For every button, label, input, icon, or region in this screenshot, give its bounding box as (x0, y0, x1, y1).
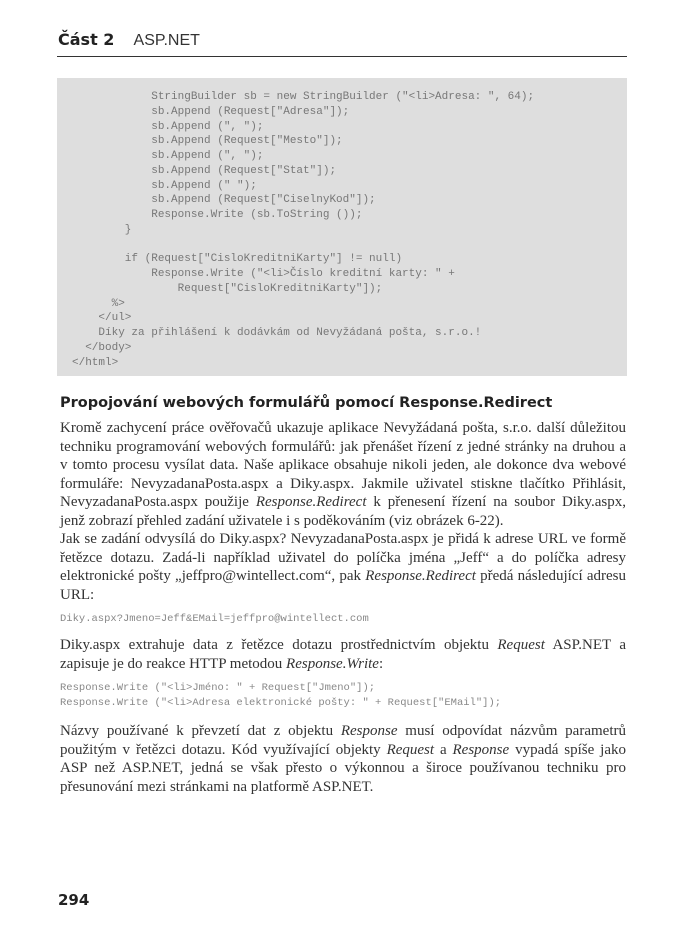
section-heading: Propojování webových formulářů pomocí Response.Redirect (60, 395, 553, 411)
code-line: Díky za přihlášení k dodávkám od Nevyžádaná pošta, s.r.o.! (72, 327, 482, 339)
code-line: %> (72, 297, 125, 310)
code-line: </ul> (72, 312, 132, 325)
code-line: if (Request["CisloKreditniKarty"] != null) (72, 253, 403, 266)
text-run: Kromě zachycení práce ověřovačů ukazuje aplikace Nevyžádaná pošta, s.r.o. další důležitou techniku programování webových formulářů: jak přenášet řízení z jedné stránky na druhou a v tomto procesu vysílat data. Naše aplikace obsahuje nikoli jeden, ale dokonce dva webové formuláře: NevyzadanaPosta.aspx a Diky.aspx. Jakmile uživatel stiskne tlačítko Přihlásit, NevyzadanaPosta.aspx použije (60, 420, 626, 511)
part-label: Část 2 (58, 30, 115, 49)
code-line: Response.Write ("<li>Adresa elektronické pošty: " + Request["EMail"]); (60, 697, 502, 709)
italic-term: Request (386, 741, 435, 758)
italic-term: Request (497, 637, 545, 653)
italic-term: Response (452, 741, 510, 758)
code-line: Response.Write ("<li>Jméno: " + Request["Jmeno"]); (60, 682, 376, 694)
paragraph (60, 722, 626, 796)
code-line: sb.Append (Request["Mesto"]); (72, 135, 343, 148)
italic-term: Response.Redirect (365, 568, 476, 585)
italic-term: Response (340, 723, 398, 739)
code-line: } (72, 223, 132, 236)
write-code-example (60, 681, 501, 711)
code-listing (72, 90, 534, 370)
text-run: a (434, 741, 453, 758)
paragraph (60, 636, 626, 673)
code-line: sb.Append (Request["Stat"]); (72, 164, 337, 177)
code-line: </html> (72, 356, 119, 369)
code-line: sb.Append (" "); (72, 179, 257, 192)
text-run: musí odpovídat názvům parametrů použitým v řetězci dotazu. Kód využívající objekty (60, 723, 626, 758)
text-run: Jak se zadání odvysílá do Diky.aspx? NevyzadanaPosta.aspx je přidá k adrese URL ve formě řetězce dotazu. Zadá-li například uživatel do políčka jména „Jeff“ a do políčka adresy elektronické pošty „jeffpro@wintellect.com“, pak (60, 531, 626, 585)
text-run: Názvy používané k převzetí dat z objektu (60, 723, 341, 739)
text-run: ASP.NET a zapisuje je do reakce HTTP metodou (60, 637, 626, 672)
italic-term: Response.Redirect (255, 494, 367, 511)
paragraph (60, 419, 626, 531)
code-line: Request["CisloKreditniKarty"]); (72, 282, 383, 295)
code-line: StringBuilder sb = new StringBuilder ("<li>Adresa: ", 64); (72, 91, 535, 103)
page-number: 294 (58, 891, 90, 909)
code-line: sb.Append (", "); (72, 120, 264, 133)
text-run: k přenesení řízení na soubor Diky.aspx, jenž zobrazí přehled zadání uživatele i s poděkováním (viz obrázek 6-22). (60, 494, 626, 529)
text-run: Diky.aspx extrahuje data z řetězce dotazu prostřednictvím objektu (60, 637, 498, 653)
code-line: sb.Append (Request["Adresa"]); (72, 105, 350, 118)
code-line: Response.Write (sb.ToString ()); (72, 209, 363, 221)
italic-term: Response.Write (286, 655, 379, 672)
text-run: předá následující adresu URL: (60, 568, 626, 603)
text-run: : (378, 655, 384, 672)
part-title: ASP.NET (133, 32, 200, 49)
code-line: Response.Write ("<li>Číslo kreditní karty: " + (72, 268, 455, 280)
code-line: </body> (72, 341, 132, 354)
code-line (72, 238, 534, 253)
code-line: sb.Append (", "); (72, 150, 264, 162)
text-run: vypadá spíše jako ASP než ASP.NET, jedná se však přesto o výkonnou a široce používanou techniku pro přesunování mezi stránkami na platformě ASP.NET. (60, 741, 626, 795)
paragraph (60, 530, 626, 604)
running-header (58, 30, 200, 50)
code-line: sb.Append (Request["CiselnyKod"]); (72, 194, 376, 207)
header-rule (57, 56, 627, 57)
url-example: Diky.aspx?Jmeno=Jeff&EMail=jeffpro@wintellect.com (60, 613, 369, 625)
